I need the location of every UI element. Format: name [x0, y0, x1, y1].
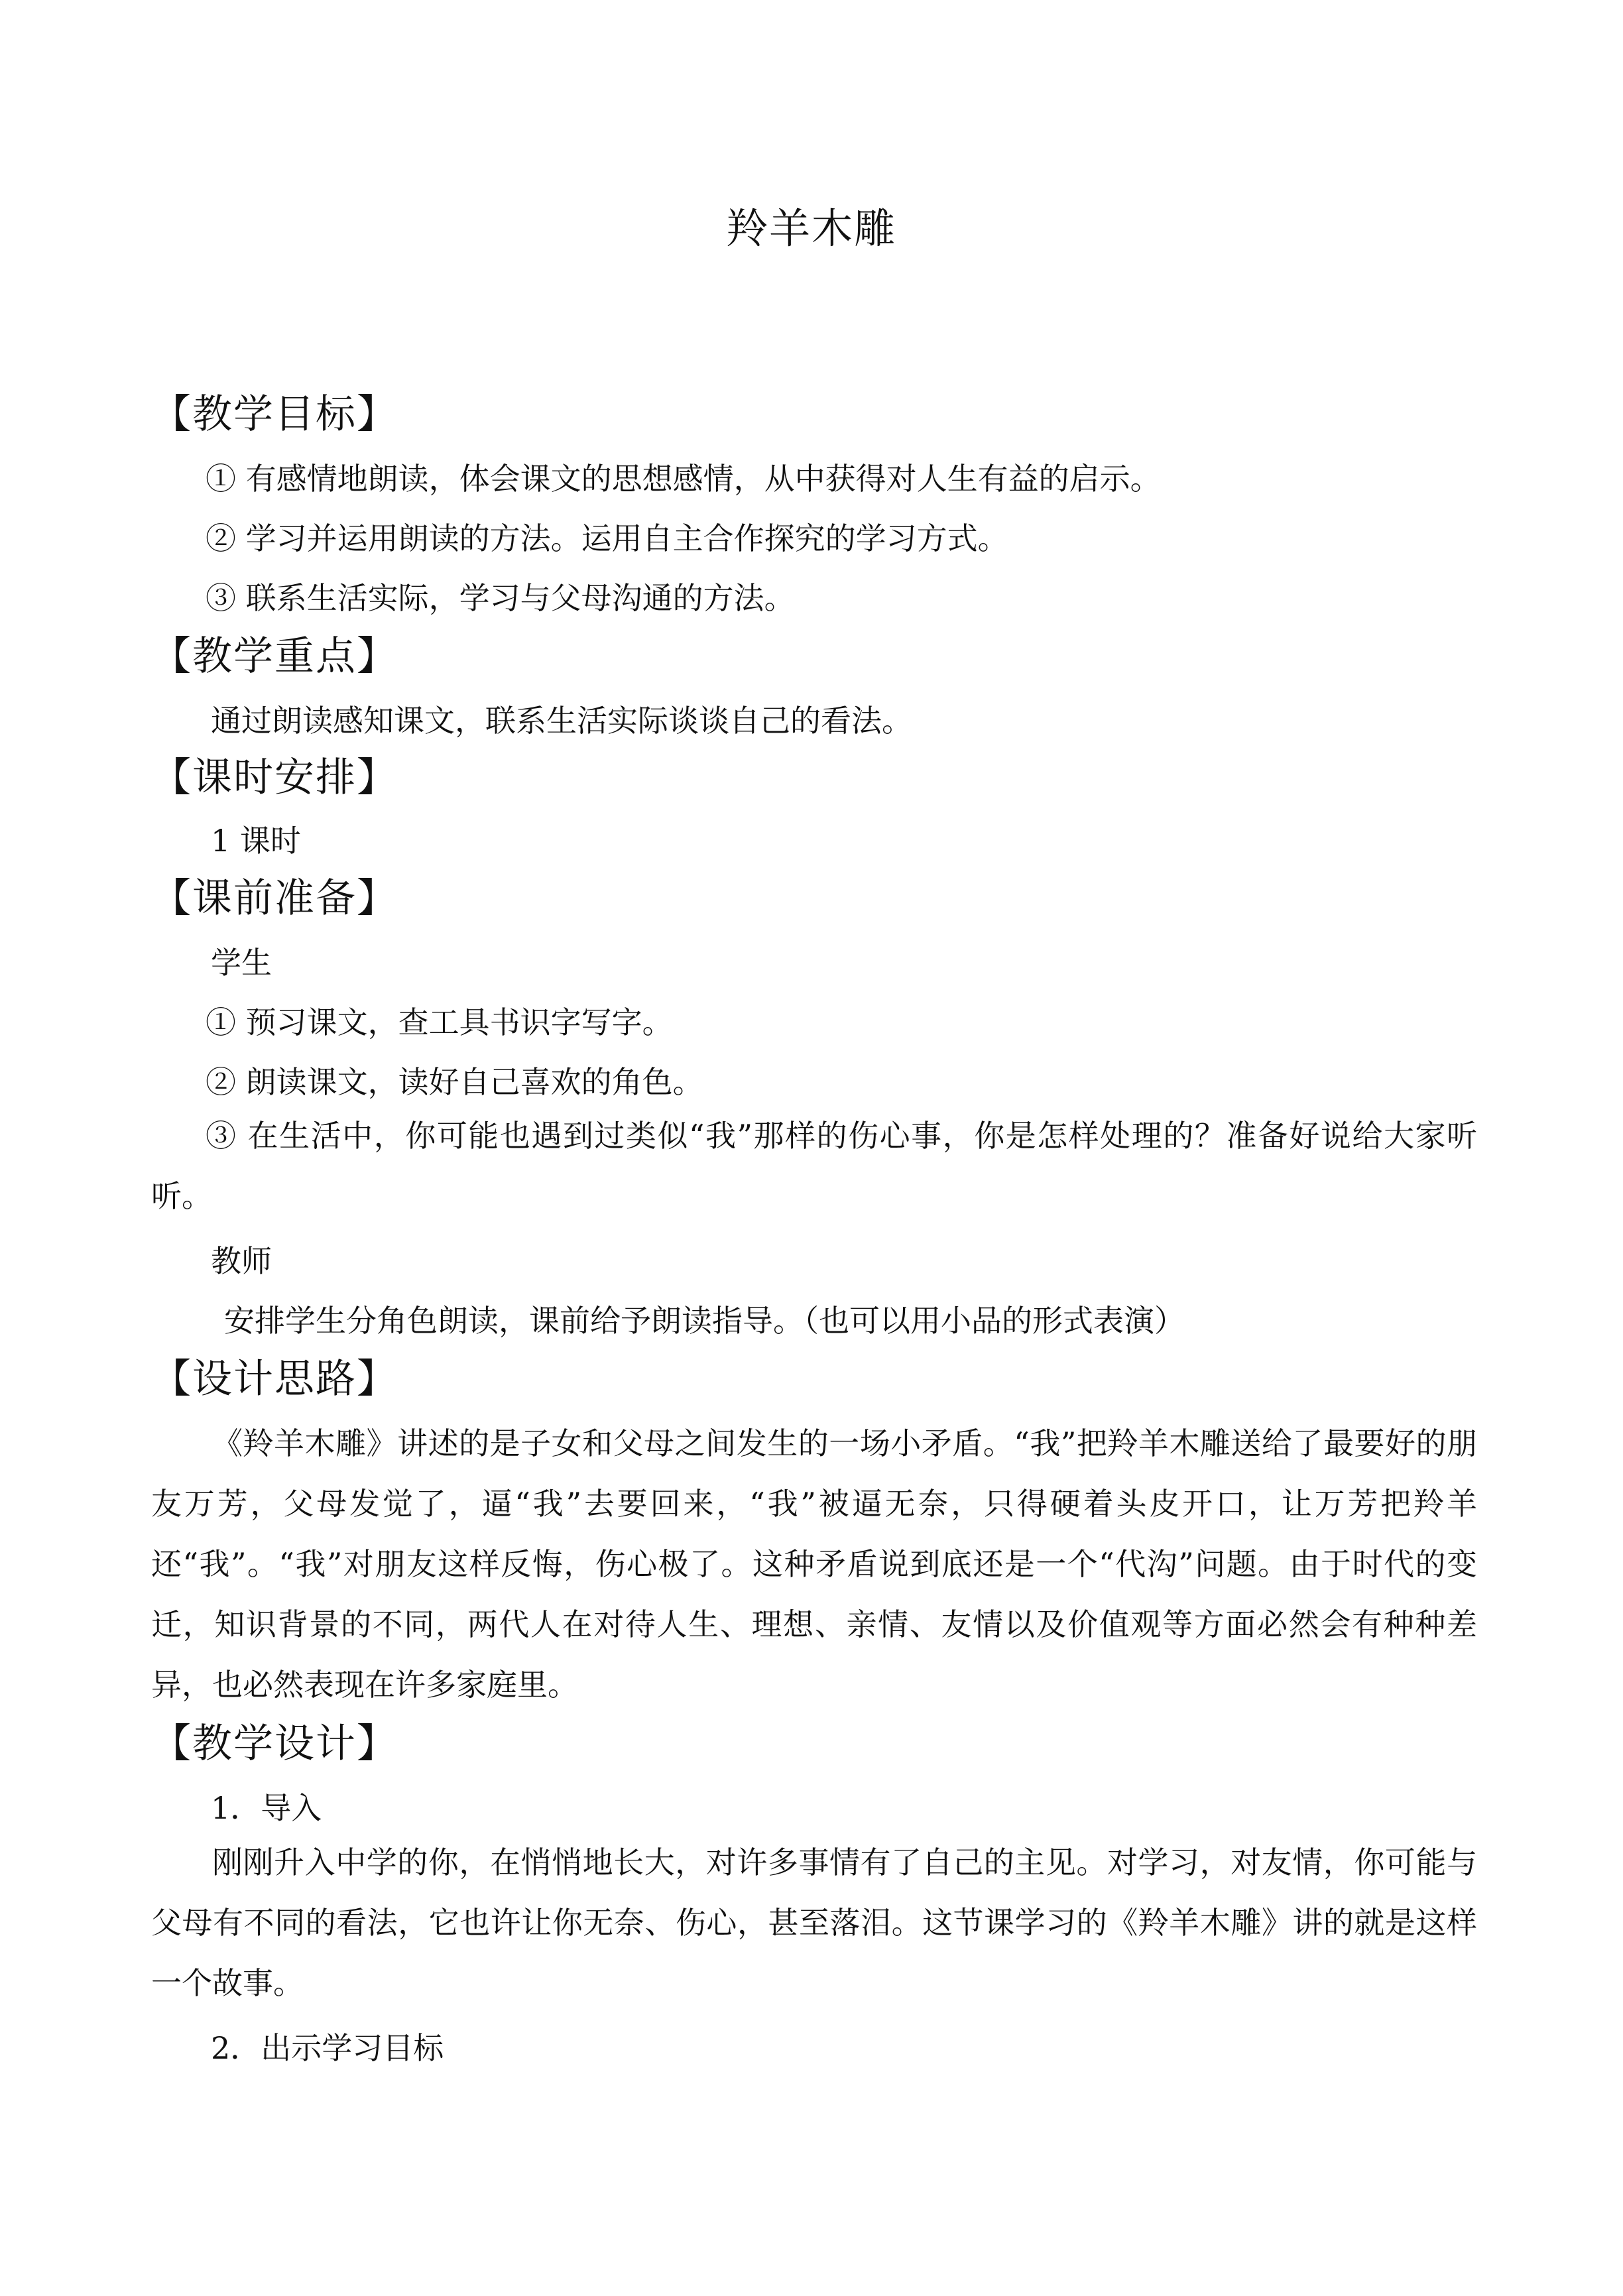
heading-teaching-design: 【教学设计】 — [151, 1721, 398, 1767]
heading-design-idea: 【设计思路】 — [151, 1356, 398, 1402]
student-label: 学生 — [211, 945, 272, 981]
heading-objectives: 【教学目标】 — [151, 391, 398, 438]
objective-item-3: ③ 联系生活实际，学习与父母沟通的方法。 — [206, 580, 795, 616]
heading-schedule: 【课时安排】 — [151, 755, 398, 801]
student-item-1: ① 预习课文，查工具书识字写字。 — [206, 1004, 673, 1040]
schedule-text: 1 课时 — [211, 823, 301, 859]
student-item-3: ③ 在生活中，你可能也遇到过类似“我”那样的伤心事，你是怎样处理的？准备好说给大家听听。 — [151, 1118, 1477, 1214]
step-1-text: 刚刚升入中学的你，在悄悄地长大，对许多事情有了自己的主见。对学习，对友情，你可能与父母有不同的看法，它也许让你无奈、伤心，甚至落泪。这节课学习的《羚羊木雕》讲的就是这样一个故事。 — [151, 1844, 1477, 2001]
step-2-label: 2．出示学习目标 — [211, 2030, 444, 2066]
teacher-label: 教师 — [211, 1243, 272, 1279]
heading-key-points: 【教学重点】 — [151, 633, 398, 680]
key-points-text: 通过朗读感知课文，联系生活实际谈谈自己的看法。 — [211, 703, 912, 739]
design-idea-text: 《羚羊木雕》讲述的是子女和父母之间发生的一场小矛盾。“我”把羚羊木雕送给了最要好的朋友万芳，父母发觉了，逼“我”去要回来，“我”被逼无奈，只得硬着头皮开口，让万芳把羚羊还“我”。“我”对朋友这样反悔，伤心极了。这种矛盾说到底还是一个“代沟”问题。由于时代的变迁，知识背景的不同，两代人在对待人生、理想、亲情、友情以及价值观等方面必然会有种种差异，也必然表现在许多家庭里。 — [151, 1425, 1477, 1703]
objective-item-1: ① 有感情地朗读，体会课文的思想感情，从中获得对人生有益的启示。 — [206, 461, 1161, 497]
document-title: 羚羊木雕 — [726, 204, 896, 253]
objective-item-2: ② 学习并运用朗读的方法。运用自主合作探究的学习方式。 — [206, 520, 1008, 556]
teacher-text: 安排学生分角色朗读，课前给予朗读指导。（也可以用小品的形式表演） — [224, 1303, 1185, 1339]
student-item-2: ② 朗读课文，读好自己喜欢的角色。 — [206, 1064, 703, 1100]
step-1-label: 1．导入 — [211, 1790, 322, 1826]
heading-preparation: 【课前准备】 — [151, 875, 398, 922]
